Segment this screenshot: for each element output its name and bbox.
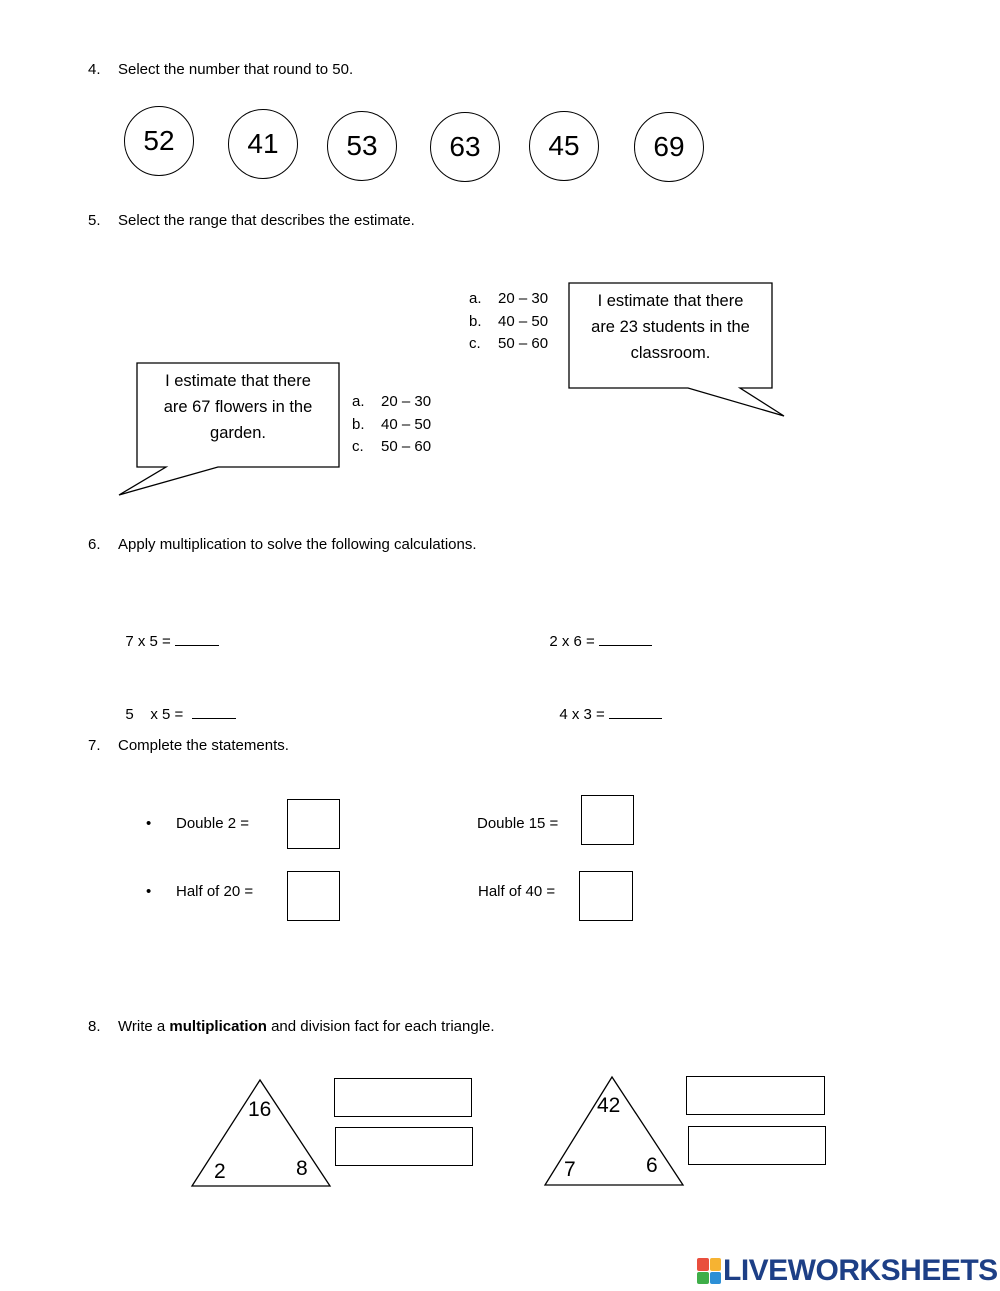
logo-square-1 (697, 1258, 709, 1271)
triangle-2-left: 7 (564, 1158, 576, 1181)
question-text-bold: multiplication (169, 1018, 267, 1035)
logo-square-3 (697, 1272, 709, 1285)
range-option-a[interactable] (352, 391, 431, 414)
question-number: 6. (88, 536, 101, 553)
bubble-line: garden. (210, 424, 266, 442)
option-letter: c. (469, 335, 481, 352)
triangle-1-left: 2 (214, 1160, 226, 1183)
number-option-45[interactable]: 45 (529, 111, 599, 181)
double-15-label: Double 15 = (477, 815, 559, 832)
half-of-40-answer-box[interactable] (579, 871, 633, 921)
number-option-63[interactable]: 63 (430, 112, 500, 182)
range-option-b[interactable] (352, 414, 431, 437)
option-range: 50 – 60 (498, 335, 549, 352)
option-range: 20 – 30 (498, 290, 549, 307)
bubble-right-text (572, 288, 769, 366)
option-letter: b. (469, 312, 482, 330)
question-text: Select the number that round to 50. (118, 61, 354, 78)
range-option-c[interactable] (469, 333, 548, 356)
calc-expression: 4 x 3 = (559, 706, 609, 723)
bubble-line: I estimate that there (597, 292, 744, 310)
triangles (0, 1060, 1000, 1200)
question-text-after: and division fact for each triangle. (266, 1018, 495, 1035)
range-option-a[interactable] (469, 288, 548, 311)
range-options-left (352, 391, 431, 459)
answer-blank[interactable] (175, 631, 219, 646)
number-option-52[interactable]: 52 (124, 106, 194, 176)
logo-text: LIVEWORKSHEETS (723, 1254, 998, 1287)
question-number: 7. (88, 737, 101, 754)
answer-blank[interactable] (609, 704, 662, 719)
option-letter: a. (352, 393, 365, 410)
double-2-label: Double 2 = (176, 815, 249, 832)
question-text: Select the range that describes the estimate. (118, 212, 415, 229)
calc-7x5 (117, 614, 219, 650)
option-range: 50 – 60 (381, 438, 432, 455)
calc-4x3 (551, 687, 662, 723)
number-option-41[interactable]: 41 (228, 109, 298, 179)
triangle-2-division-box[interactable] (688, 1126, 826, 1165)
option-range: 40 – 50 (381, 415, 432, 433)
triangle-1-shape (192, 1080, 330, 1186)
option-range: 40 – 50 (498, 312, 549, 330)
option-range: 20 – 30 (381, 393, 432, 410)
range-options-right (469, 288, 548, 356)
bubble-line: classroom. (630, 344, 711, 362)
triangle-2-multiplication-box[interactable] (686, 1076, 825, 1115)
bubble-left-text (140, 368, 336, 446)
bubble-line: are 23 students in the (591, 318, 750, 336)
question-6 (88, 536, 477, 553)
triangle-1-right: 8 (296, 1157, 308, 1180)
half-of-20-label: Half of 20 = (176, 883, 254, 900)
triangle-1-top: 16 (248, 1098, 272, 1121)
logo-icon (697, 1258, 721, 1284)
question-text-before: Write a (118, 1018, 170, 1035)
number-option-69[interactable]: 69 (634, 112, 704, 182)
calc-expression: 7 x 5 = (125, 633, 175, 650)
calc-2x6 (541, 614, 652, 650)
question-8 (88, 1018, 495, 1035)
logo-square-4 (710, 1272, 722, 1285)
number-option-53[interactable]: 53 (327, 111, 397, 181)
option-letter: a. (469, 290, 482, 307)
question-number: 4. (88, 61, 101, 78)
half-of-40-label: Half of 40 = (478, 883, 556, 900)
range-option-b[interactable] (469, 311, 548, 334)
logo-square-2 (710, 1258, 722, 1271)
triangle-1-division-box[interactable] (335, 1127, 473, 1166)
half-of-20-answer-box[interactable] (287, 871, 340, 921)
option-letter: b. (352, 415, 365, 433)
bullet: • (146, 815, 152, 832)
question-number: 5. (88, 212, 101, 229)
liveworksheets-logo (697, 1254, 998, 1288)
answer-blank[interactable] (192, 704, 236, 719)
bubble-line: are 67 flowers in the (163, 398, 313, 416)
calc-expression: 5 x 5 = (125, 706, 192, 723)
answer-blank[interactable] (599, 631, 652, 646)
bubble-line: I estimate that there (165, 372, 311, 390)
option-letter: c. (352, 438, 364, 455)
double-2-answer-box[interactable] (287, 799, 340, 849)
triangle-2-top: 42 (597, 1094, 621, 1117)
question-number: 8. (88, 1018, 101, 1035)
double-15-answer-box[interactable] (581, 795, 634, 845)
calc-5x5 (117, 687, 236, 723)
triangle-2-right: 6 (646, 1154, 658, 1177)
range-option-c[interactable] (352, 436, 431, 459)
question-text: Complete the statements. (118, 737, 289, 754)
bullet: • (146, 883, 152, 900)
calc-expression: 2 x 6 = (549, 633, 599, 650)
question-7 (88, 737, 289, 754)
triangle-1-multiplication-box[interactable] (334, 1078, 472, 1117)
question-text: Apply multiplication to solve the following calculations. (118, 536, 477, 553)
